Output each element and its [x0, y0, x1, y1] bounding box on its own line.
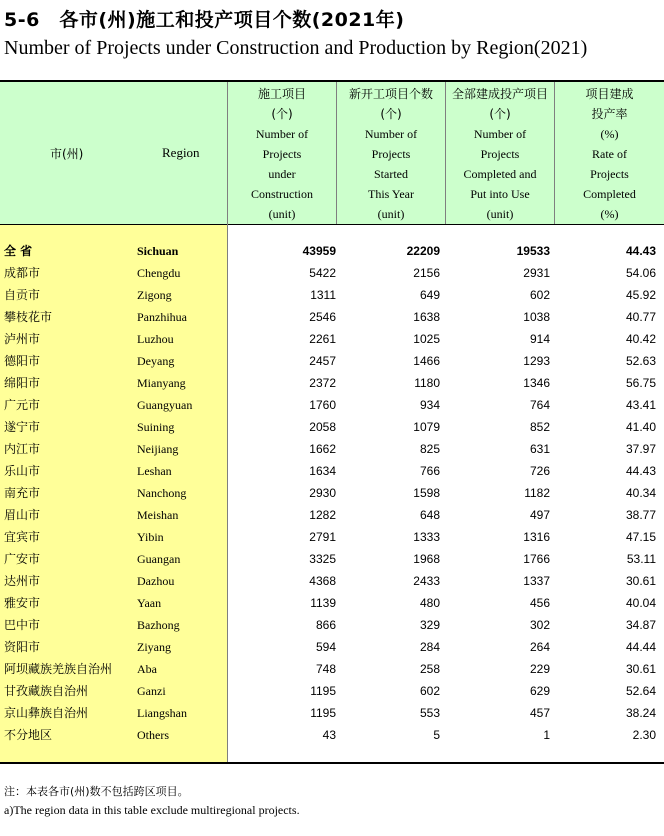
table-row [0, 592, 664, 614]
region-name-cn: 攀枝花市 [4, 310, 53, 324]
projects-completed: 457 [529, 706, 550, 720]
table-row [0, 284, 664, 306]
region-name-en: Yibin [137, 530, 164, 544]
projects-started: 329 [419, 618, 440, 632]
projects-under-construction: 594 [315, 640, 336, 654]
completion-rate: 41.40 [625, 420, 656, 434]
header-line: Completed [583, 187, 636, 201]
projects-under-construction: 43 [322, 728, 336, 742]
table-row [0, 504, 664, 526]
table-row [0, 328, 664, 350]
completion-rate: 56.75 [625, 376, 656, 390]
region-name-en: Guangan [137, 552, 181, 566]
region-name-cn: 巴中市 [4, 618, 41, 632]
projects-started: 1180 [414, 376, 440, 390]
projects-started: 1466 [413, 354, 440, 368]
projects-started: 258 [419, 662, 440, 676]
table-row [0, 570, 664, 592]
projects-completed: 1 [543, 728, 550, 742]
projects-completed: 914 [529, 332, 550, 346]
completion-rate: 52.64 [625, 684, 656, 698]
table-row [0, 680, 664, 702]
projects-under-construction: 43959 [302, 244, 336, 258]
header-line: Rate of [592, 147, 627, 161]
region-name-cn: 宜宾市 [4, 530, 41, 544]
projects-completed: 1337 [523, 574, 550, 588]
projects-under-construction: 1282 [309, 508, 336, 522]
projects-under-construction: 2261 [309, 332, 336, 346]
header-line: (unit) [268, 207, 296, 221]
table-row [0, 702, 664, 724]
projects-completed: 852 [529, 420, 550, 434]
projects-completed: 2931 [523, 266, 550, 280]
completion-rate: 30.61 [625, 574, 656, 588]
projects-completed: 1766 [523, 552, 550, 566]
table-row [0, 306, 664, 328]
projects-completed: 726 [529, 464, 550, 478]
projects-started: 1638 [413, 310, 440, 324]
table-row [0, 372, 664, 394]
projects-started: 1598 [413, 486, 440, 500]
projects-under-construction: 1195 [310, 706, 336, 720]
projects-completed: 229 [529, 662, 550, 676]
projects-started: 553 [419, 706, 440, 720]
projects-under-construction: 1311 [310, 288, 336, 302]
projects-started: 1968 [413, 552, 440, 566]
projects-under-construction: 2546 [309, 310, 336, 324]
region-name-cn: 雅安市 [4, 596, 41, 610]
table-row [0, 350, 664, 372]
completion-rate: 44.44 [625, 640, 656, 654]
completion-rate: 45.92 [625, 288, 656, 302]
projects-completed: 631 [529, 442, 550, 456]
projects-under-construction: 2372 [309, 376, 336, 390]
region-name-en: Ziyang [137, 640, 171, 654]
table-row [0, 526, 664, 548]
region-name-cn: 阿坝藏族羌族自治州 [4, 662, 113, 676]
projects-under-construction: 3325 [309, 552, 336, 566]
region-name-cn: 成都市 [4, 266, 41, 280]
header-line: Started [374, 167, 408, 181]
completion-rate: 34.87 [625, 618, 656, 632]
completion-rate: 43.41 [625, 398, 656, 412]
header-completed [446, 84, 554, 224]
projects-started: 5 [433, 728, 440, 742]
projects-completed: 456 [529, 596, 550, 610]
projects-started: 1079 [413, 420, 440, 434]
projects-started: 648 [419, 508, 440, 522]
projects-under-construction: 1662 [309, 442, 336, 456]
region-name-en: Meishan [137, 508, 179, 522]
region-name-cn: 京山彝族自治州 [4, 706, 89, 720]
projects-under-construction: 1195 [310, 684, 336, 698]
completion-rate: 53.11 [626, 552, 656, 566]
region-name-cn: 广元市 [4, 398, 41, 412]
table-row-total [0, 240, 664, 262]
header-line: Construction [251, 187, 313, 201]
region-name-cn: 德阳市 [4, 354, 41, 368]
projects-started: 602 [419, 684, 440, 698]
footnote-cn: 注：本表各市(州)数不包括跨区项目。 [4, 785, 189, 798]
region-name-en: Yaan [137, 596, 162, 610]
projects-started: 2433 [413, 574, 440, 588]
region-name-en: Mianyang [137, 376, 186, 390]
table-row [0, 394, 664, 416]
region-name-en: Panzhihua [137, 310, 187, 324]
header-line: (unit) [486, 207, 514, 221]
header-line: Put into Use [470, 187, 530, 201]
projects-under-construction: 5422 [309, 266, 336, 280]
projects-started: 284 [419, 640, 440, 654]
region-name-cn: 泸州市 [4, 332, 41, 346]
region-name-en: Ganzi [137, 684, 166, 698]
table-row [0, 636, 664, 658]
projects-started: 649 [419, 288, 440, 302]
region-name-cn: 全 省 [4, 244, 33, 258]
region-name-cn: 眉山市 [4, 508, 41, 522]
projects-completed: 764 [529, 398, 550, 412]
region-name-en: Leshan [137, 464, 172, 478]
header-line: (%) [600, 207, 619, 221]
projects-started: 2156 [413, 266, 440, 280]
projects-started: 480 [419, 596, 440, 610]
table-bottom-rule [0, 762, 664, 764]
projects-started: 934 [419, 398, 440, 412]
projects-under-construction: 1139 [310, 596, 336, 610]
projects-completed: 602 [529, 288, 550, 302]
header-line: 新开工项目个数 [348, 87, 433, 101]
table-top-rule [0, 80, 664, 82]
table-header-rule [0, 224, 664, 225]
region-name-en: Bazhong [137, 618, 180, 632]
region-name-cn: 乐山市 [4, 464, 41, 478]
completion-rate: 38.24 [625, 706, 656, 720]
header-line: 全部建成投产项目 [451, 87, 548, 101]
header-line: (unit) [377, 207, 405, 221]
region-name-en: Luzhou [137, 332, 174, 346]
projects-completed: 629 [529, 684, 550, 698]
region-name-en: Dazhou [137, 574, 175, 588]
table-row [0, 482, 664, 504]
region-name-en: Zigong [137, 288, 172, 302]
header-line: (个) [380, 107, 402, 121]
projects-under-construction: 2457 [309, 354, 336, 368]
completion-rate: 40.42 [625, 332, 656, 346]
table-row [0, 262, 664, 284]
table-row [0, 658, 664, 680]
completion-rate: 52.63 [625, 354, 656, 368]
header-line: (个) [489, 107, 511, 121]
projects-started: 22209 [406, 244, 440, 258]
region-name-en: Guangyuan [137, 398, 193, 412]
region-name-cn: 资阳市 [4, 640, 41, 654]
header-line: 项目建成 [585, 87, 634, 101]
region-name-en: Liangshan [137, 706, 187, 720]
region-name-en: Chengdu [137, 266, 181, 280]
projects-completed: 1182 [524, 486, 550, 500]
projects-completed: 302 [529, 618, 550, 632]
page-title-cn: 5-6 各市(州)施工和投产项目个数(2021年) [4, 9, 405, 31]
projects-under-construction: 2058 [309, 420, 336, 434]
header-city-cn: 市(州) [50, 147, 84, 161]
region-name-en: Aba [137, 662, 157, 676]
header-line: Number of [255, 127, 309, 141]
page-title-en: Number of Projects under Construction and Production by Region(2021) [4, 37, 588, 59]
region-name-cn: 达州市 [4, 574, 41, 588]
projects-started: 1025 [413, 332, 440, 346]
completion-rate: 40.34 [625, 486, 656, 500]
projects-started: 1333 [413, 530, 440, 544]
table-row [0, 548, 664, 570]
completion-rate: 44.43 [625, 244, 656, 258]
header-line: This Year [367, 187, 414, 201]
completion-rate: 47.15 [625, 530, 656, 544]
projects-under-construction: 1634 [309, 464, 336, 478]
header-line: Projects [371, 147, 411, 161]
table-row [0, 724, 664, 746]
header-line: 施工项目 [257, 87, 306, 101]
projects-under-construction: 1760 [309, 398, 336, 412]
table-row [0, 614, 664, 636]
projects-under-construction: 4368 [309, 574, 336, 588]
projects-under-construction: 2930 [309, 486, 336, 500]
region-name-en: Sichuan [137, 244, 179, 258]
projects-started: 766 [419, 464, 440, 478]
projects-under-construction: 866 [315, 618, 336, 632]
header-line: (个) [271, 107, 293, 121]
region-name-cn: 不分地区 [4, 728, 53, 742]
region-name-cn: 南充市 [4, 486, 41, 500]
projects-completed: 19533 [516, 244, 550, 258]
projects-completed: 1293 [523, 354, 550, 368]
header-line: Number of [473, 127, 527, 141]
region-name-cn: 自贡市 [4, 288, 41, 302]
completion-rate: 44.43 [625, 464, 656, 478]
region-name-cn: 内江市 [4, 442, 41, 456]
header-construction [228, 84, 336, 224]
region-name-en: Suining [137, 420, 175, 434]
completion-rate: 40.77 [625, 310, 656, 324]
header-line: Completed and [463, 167, 537, 181]
completion-rate: 2.30 [632, 728, 656, 742]
header-line: Number of [364, 127, 418, 141]
completion-rate: 54.06 [625, 266, 656, 280]
region-name-en: Nanchong [137, 486, 187, 500]
completion-rate: 38.77 [625, 508, 656, 522]
projects-completed: 1038 [523, 310, 550, 324]
projects-completed: 497 [529, 508, 550, 522]
projects-completed: 264 [529, 640, 550, 654]
header-rate [555, 84, 664, 224]
header-line: (%) [600, 127, 619, 141]
completion-rate: 37.97 [625, 442, 656, 456]
header-line: Projects [590, 167, 629, 181]
region-name-cn: 甘孜藏族自治州 [4, 684, 89, 698]
header-line: under [268, 167, 296, 181]
projects-started: 825 [419, 442, 440, 456]
region-name-cn: 广安市 [4, 552, 41, 566]
header-started [337, 84, 445, 224]
region-name-cn: 绵阳市 [4, 376, 41, 390]
region-name-cn: 遂宁市 [4, 420, 41, 434]
projects-completed: 1316 [523, 530, 550, 544]
completion-rate: 40.04 [625, 596, 656, 610]
projects-under-construction: 748 [315, 662, 336, 676]
projects-completed: 1346 [523, 376, 550, 390]
table-row [0, 438, 664, 460]
header-region: Region [162, 145, 200, 160]
projects-under-construction: 2791 [309, 530, 336, 544]
region-name-en: Others [137, 728, 169, 742]
header-line: Projects [262, 147, 302, 161]
table-row [0, 416, 664, 438]
footnote-en: a)The region data in this table exclude multiregional projects. [4, 803, 300, 817]
table-row [0, 460, 664, 482]
region-name-en: Neijiang [137, 442, 179, 456]
region-name-en: Deyang [137, 354, 175, 368]
header-line: 投产率 [591, 107, 628, 121]
header-line: Projects [480, 147, 520, 161]
completion-rate: 30.61 [625, 662, 656, 676]
